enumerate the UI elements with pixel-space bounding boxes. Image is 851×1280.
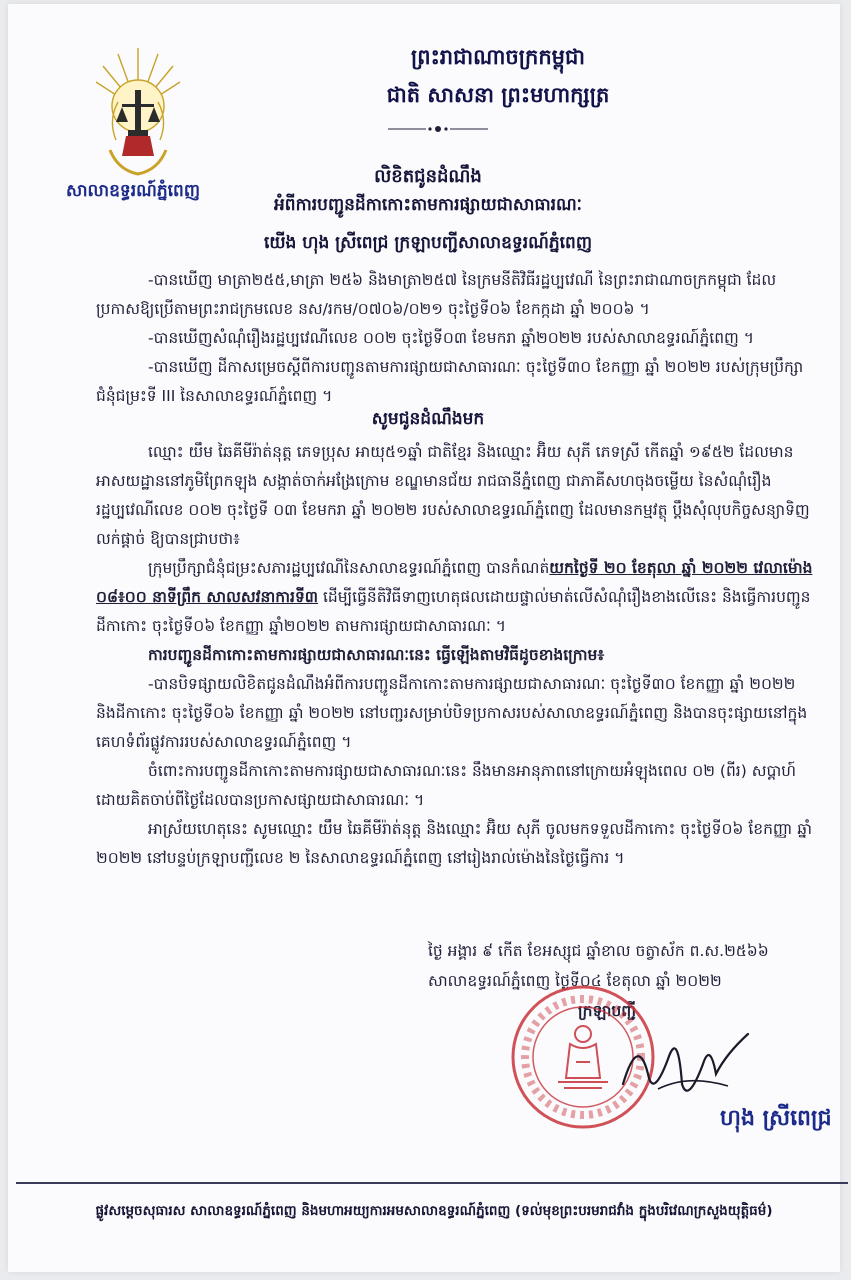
footer-divider <box>16 1182 848 1184</box>
hearing-text-a: ក្រុមប្រឹក្សាជំនុំជម្រះសភារដ្ឋប្បវេណីនៃសាលាឧទ្ធរណ៍ភ្នំពេញ បានកំណត់ <box>148 559 550 577</box>
kingdom-heading: ព្រះរាជាណាចក្រកម្ពុជា <box>410 45 585 69</box>
court-name: សាលាឧទ្ធរណ៍ភ្នំពេញ <box>65 181 201 201</box>
divider-ornament-icon <box>388 122 488 136</box>
signature-icon <box>608 1014 758 1114</box>
motto-heading: ជាតិ សាសនា ព្រះមហាក្សត្រ <box>386 83 610 107</box>
closing-paragraph: អាស្រ័យហេតុនេះ សូមឈ្មោះ យឹម ឆៃគីមីរ៉ាត់នុត្ត និងឈ្មោះ អ៊ិយ សុភី ចូលមកទទួលដីកាកោះ ចុះថ្ងៃទី០៦ ខែកញ្ញា ឆ្នាំ ២០២២ នៅបន្ទប់ក្រឡាបញ្ជីលេខ ២ នៃសាលាឧទ្ធរណ៍ភ្នំពេញ នៅរៀងរាល់ម៉ោងនៃថ្ងៃធ្វើការ ។ <box>96 820 812 867</box>
document-type: លិខិតជូនដំណឹង <box>374 166 482 187</box>
solar-date: សាលាឧទ្ធរណ៍ភ្នំពេញ ថ្ងៃទី០៤ ខែតុលា ឆ្នាំ ២០២២ <box>428 972 722 990</box>
party-paragraph: ឈ្មោះ យឹម ឆៃគីមីរ៉ាត់នុត្ត ភេទប្រុស អាយុ៥១ឆ្នាំ ជាតិខ្មែរ និងឈ្មោះ អ៊ិយ សុភី ភេទស្រី កើតឆ្នាំ ១៩៥២ ដែលមានអាសយដ្ឋាននៅភូមិព្រែកឡុង សង្កាត់ចាក់អង្រែក្រោម ខណ្ឌមានជ័យ រាជធានីភ្នំពេញ ជាភាគីសហចុងចម្លើយ នៃសំណុំរឿងរដ្ឋប្បវេណីលេខ ០០២ ចុះថ្ងៃទី ០៣ ខែមករា ឆ្នាំ ២០២២ របស់សាលាឧទ្ធរណ៍ភ្នំពេញ ដែលមានកម្មវត្ថុ ប្ដឹងសុំលុបកិច្ចសន្យាទិញលក់ផ្ដាច់ ឱ្យបានជ្រាបថា៖ <box>96 443 810 548</box>
notice-body <box>96 438 816 873</box>
document-page <box>8 4 840 1272</box>
signer-title: ក្រឡាបញ្ជី <box>578 1002 636 1020</box>
notice-heading: សូមជូនដំណឹងមក <box>371 409 485 429</box>
considerations-block <box>96 266 816 411</box>
lunar-date: ថ្ងៃ អង្គារ ៩ កើត ខែអស្សុជ ឆ្នាំខាល ចត្វាស័ក ព.ស.២៥៦៦ <box>428 942 769 960</box>
consideration-2: -បានឃើញសំណុំរឿងរដ្ឋប្បវេណីលេខ ០០២ ចុះថ្ងៃទី០៣ ខែមករា ឆ្នាំ២០២២ របស់សាលាឧទ្ធរណ៍ភ្នំពេញ ។ <box>148 329 754 347</box>
hearing-paragraph <box>96 554 816 641</box>
footer-address: ផ្លូវសម្ដេចសុធារស សាលាឧទ្ធរណ៍ភ្នំពេញ និងមហាអយ្យការអមសាលាឧទ្ធរណ៍ភ្នំពេញ (ទល់មុខព្រះបរមរាជវាំង ក្នុងបរិវេណក្រសួងយុត្តិធម៌) <box>95 1203 773 1219</box>
effect-paragraph: ចំពោះការបញ្ជូនដីកាកោះតាមការផ្សាយជាសាធារណៈនេះ នឹងមានអានុភាពនៅក្រោយអំឡុងពេល ០២ (ពីរ) សប្ដាហ៍ ដោយគិតចាប់ពីថ្ងៃដែលបានប្រកាសផ្សាយជាសាធារណៈ ។ <box>96 762 796 809</box>
document-subject: អំពីការបញ្ជូនដីកាកោះតាមការផ្សាយជាសាធារណៈ <box>273 195 582 215</box>
procedure-item: -បានបិទផ្សាយលិខិតជូនដំណឹងអំពីការបញ្ជូនដីកាកោះតាមការផ្សាយជាសាធារណៈ ចុះថ្ងៃទី៣០ ខែកញ្ញា ឆ្នាំ ២០២២ និងដីកាកោះ ចុះថ្ងៃទី០៦ ខែកញ្ញា ឆ្នាំ ២០២២ នៅបញ្ជរសម្រាប់បិទប្រកាសរបស់សាលាឧទ្ធរណ៍ភ្នំពេញ និងបានចុះផ្សាយនៅក្នុងគេហទំព័រផ្លូវការរបស់សាលាឧទ្ធរណ៍ភ្នំពេញ ។ <box>96 675 808 751</box>
hearing-date: យកថ្ងៃទី ២០ ខែតុលា ឆ្នាំ ២០២២ វេលាម៉ោង ០៨៖០០ នាទីព្រឹក សាលសវនាការទី៣ <box>96 559 813 606</box>
hearing-text-b: ដើម្បីធ្វើនីតិវិធីទាញហេតុផលដោយផ្ទាល់មាត់លើសំណុំរឿងខាងលើនេះ និងធ្វើការបញ្ជូនដីកាកោះ ចុះថ្ងៃទី០៦ ខែកញ្ញា ឆ្នាំ២០២២ តាមការផ្សាយជាសាធារណៈ ។ <box>96 588 811 635</box>
signer-name: ហុង ស្រីពេជ្រ <box>720 1106 832 1131</box>
document-issuer: យើង ហុង ស្រីពេជ្រ ក្រឡាបញ្ជីសាលាឧទ្ធរណ៍ភ្នំពេញ <box>263 233 593 253</box>
consideration-1: -បានឃើញ មាត្រា២៥៥,មាត្រា ២៥៦ និងមាត្រា២៥៧ នៃក្រមនីតិវិធីរដ្ឋប្បវេណី នៃព្រះរាជាណាចក្រកម្ពុជា ដែលប្រកាសឱ្យប្រើតាមព្រះរាជក្រមលេខ នស/រកម/០៧០៦/០២១ ចុះថ្ងៃទី០៦ ខែកក្កដា ឆ្នាំ ២០០៦ ។ <box>96 271 777 318</box>
consideration-3: -បានឃើញ ដីកាសម្រេចស្ដីពីការបញ្ជូនតាមការផ្សាយជាសាធារណៈ ចុះថ្ងៃទី៣០ ខែកញ្ញា ឆ្នាំ ២០២២ របស់ក្រុមប្រឹក្សាជំនុំជម្រះទី III នៃសាលាឧទ្ធរណ៍ភ្នំពេញ ។ <box>96 358 804 405</box>
procedure-heading: ការបញ្ជូនដីកាកោះតាមការផ្សាយជាសាធារណៈនេះ ធ្វើឡើងតាមវិធីដូចខាងក្រោម៖ <box>148 646 605 664</box>
